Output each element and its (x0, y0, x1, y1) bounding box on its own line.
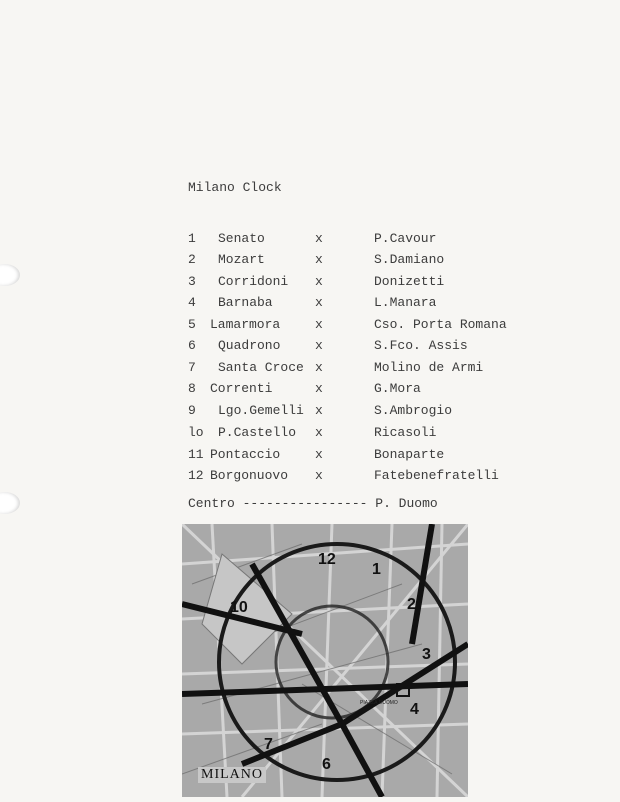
cross-mark: x (315, 338, 323, 353)
row-number: 6 (188, 338, 196, 353)
document-title: Milano Clock (188, 180, 282, 195)
map-road-label: PIAZZA DUOMO (360, 700, 398, 706)
first-street: Senato (218, 231, 265, 246)
punch-hole (0, 264, 20, 286)
map-mark: 3 (422, 646, 431, 663)
row-number: lo (188, 425, 204, 440)
second-street: G.Mora (374, 381, 421, 396)
row-number: 12 (188, 468, 204, 483)
centro-line (188, 496, 438, 511)
first-street: Pontaccio (210, 447, 281, 462)
cross-mark: x (315, 425, 323, 440)
map-mark: 4 (410, 701, 419, 718)
milano-map-photo (182, 524, 468, 797)
second-street: Fatebenefratelli (374, 468, 499, 483)
row-number: 5 (188, 317, 196, 332)
row-number: 9 (188, 403, 196, 418)
cross-mark: x (315, 252, 323, 267)
first-street: Corridoni (218, 274, 289, 289)
map-mark: 10 (230, 599, 248, 616)
first-street: Quadrono (218, 338, 281, 353)
second-street: Molino de Armi (374, 360, 484, 375)
second-street: P.Cavour (374, 231, 437, 246)
second-street: S.Fco. Assis (374, 338, 468, 353)
map-mark: 12 (318, 551, 336, 568)
second-street: Donizetti (374, 274, 445, 289)
cross-mark: x (315, 403, 323, 418)
centro-dashes: ---------------- (242, 496, 368, 511)
first-street: Lgo.Gemelli (218, 403, 304, 418)
map-drawing (182, 524, 468, 797)
map-mark: 2 (407, 596, 416, 613)
second-street: Ricasoli (374, 425, 437, 440)
first-street: Mozart (218, 252, 265, 267)
row-number: 2 (188, 252, 196, 267)
cross-mark: x (315, 468, 323, 483)
centro-value: P. Duomo (375, 496, 438, 511)
first-street: Correnti (210, 381, 273, 396)
second-street: Bonaparte (374, 447, 445, 462)
row-number: 8 (188, 381, 196, 396)
second-street: S.Damiano (374, 252, 445, 267)
row-number: 3 (188, 274, 196, 289)
first-street: Barnaba (218, 295, 273, 310)
row-number: 11 (188, 447, 204, 462)
row-number: 7 (188, 360, 196, 375)
centro-label: Centro (188, 496, 235, 511)
first-street: P.Castello (218, 425, 297, 440)
map-mark: 6 (322, 756, 331, 773)
first-street: Santa Croce (218, 360, 304, 375)
map-mark: 1 (372, 561, 381, 578)
cross-mark: x (315, 317, 323, 332)
row-number: 4 (188, 295, 196, 310)
map-mark: 7 (264, 736, 273, 753)
cross-mark: x (315, 447, 323, 462)
cross-mark: x (315, 295, 323, 310)
row-number: 1 (188, 231, 196, 246)
punch-hole (0, 492, 20, 514)
second-street: L.Manara (374, 295, 437, 310)
second-street: Cso. Porta Romana (374, 317, 507, 332)
first-street: Borgonuovo (210, 468, 289, 483)
cross-mark: x (315, 360, 323, 375)
cross-mark: x (315, 274, 323, 289)
second-street: S.Ambrogio (374, 403, 453, 418)
cross-mark: x (315, 231, 323, 246)
cross-mark: x (315, 381, 323, 396)
first-street: Lamarmora (210, 317, 281, 332)
map-caption: MILANO (198, 767, 266, 783)
